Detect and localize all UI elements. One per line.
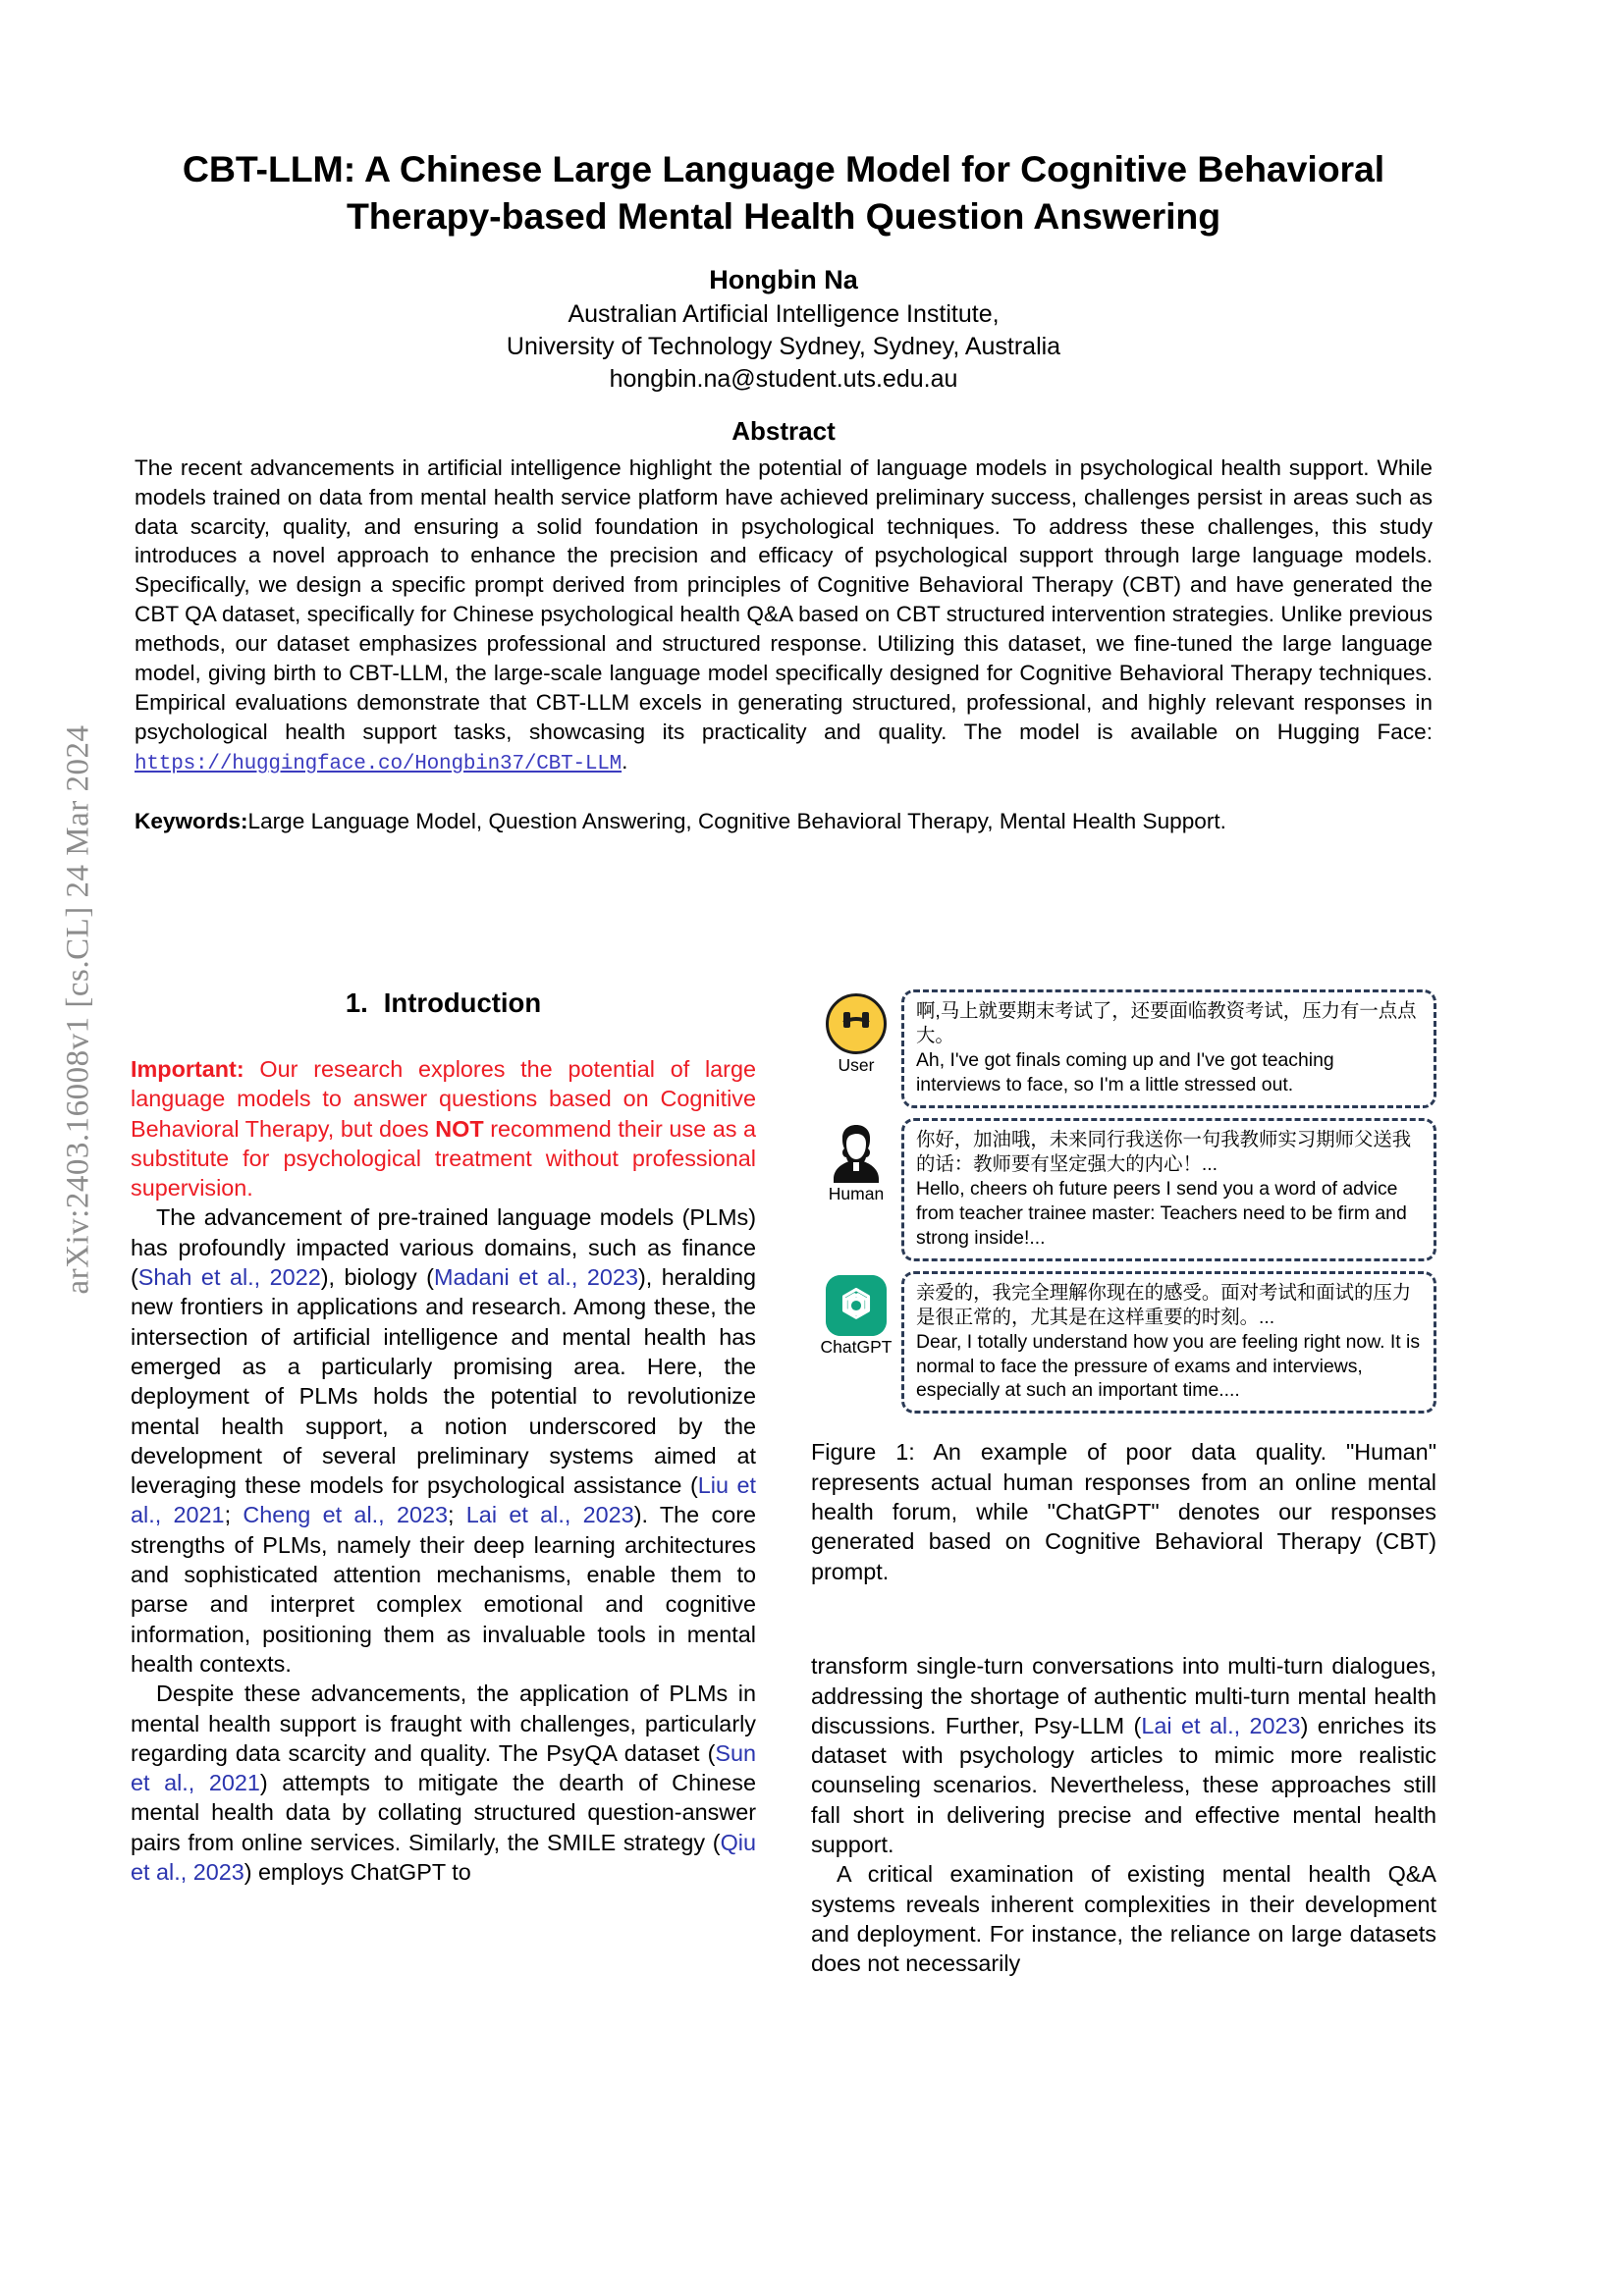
speaker-label: User	[838, 1055, 875, 1075]
right-column	[811, 988, 1436, 1979]
bubble-text-chinese: 亲爱的，我完全理解你现在的感受。面对考试和面试的压力是很正常的，尤其是在这样重要的时刻。...	[916, 1281, 1412, 1328]
text-segment: ). The core strengths of PLMs, namely their deep learning architectures and sophisticated attention mechanisms, enable them to parse and interpret complex emotional and cognitive information, positioning them as invaluable tools in mental health contexts.	[131, 1502, 756, 1677]
abstract-heading: Abstract	[731, 415, 836, 446]
citation-link[interactable]: Sun et al., 2021	[131, 1739, 756, 1796]
author-affiliation-line-2: University of Technology Sydney, Sydney, Australia	[506, 333, 1061, 361]
abstract-tail: .	[622, 748, 628, 774]
text-segment: A critical examination of existing mental health Q&A systems reveals inherent complexities in their development and deployment. For instance, the reliance on large datasets does not necessarily	[811, 1861, 1436, 1977]
left-column	[131, 988, 756, 1979]
speech-bubble-chatgpt	[901, 1271, 1436, 1415]
citation-link[interactable]: Lai et al., 2023	[465, 1502, 634, 1528]
speech-bubble-user	[901, 989, 1436, 1108]
huggingface-link[interactable]: https://huggingface.co/Hongbin37/CBT-LLM	[135, 752, 623, 775]
bubble-text-chinese: 你好，加油哦，未来同行我送你一句我教师实习期师父送我的话：教师要有坚定强大的内心！...	[916, 1128, 1412, 1176]
text-segment: ) enriches its dataset with psychology articles to mimic more realistic counseling scenarios. Nevertheless, these approaches still fall short in delivering precise and effective mental health support.	[811, 1712, 1436, 1858]
text-segment: ) attempts to mitigate the dearth of Chinese mental health data by collating structured question-answer pairs from online services. Similarly, the SMILE strategy (	[131, 1770, 756, 1855]
bubble-text-chinese: 啊,马上就要期末考试了，还要面临教资考试，压力有一点点大。	[916, 1000, 1417, 1047]
speaker-label: ChatGPT	[820, 1336, 893, 1357]
text-segment: ) employs ChatGPT to	[244, 1859, 471, 1886]
page-title: CBT-LLM: A Chinese Large Language Model for Cognitive Behavioral Therapy-based Mental Health Question Answering	[182, 148, 1385, 237]
citation-link[interactable]: Shah et al., 2022	[137, 1264, 321, 1291]
important-text-1: Our research explores the potential of large language models to answer questions based on Cognitive Behavioral Therapy, but does	[131, 1056, 756, 1142]
citation-link[interactable]: Lai et al., 2023	[1141, 1712, 1301, 1738]
keywords-label: Keywords:	[135, 808, 248, 833]
figure-caption: Figure 1: An example of poor data quality. "Human" represents actual human responses from an online mental health forum, while "ChatGPT" denotes our responses generated based on Cognitive Behavioral Therapy (CBT) prompt.	[811, 1439, 1436, 1584]
text-segment: ;	[224, 1502, 244, 1528]
section-title: Introduction	[383, 988, 542, 1018]
speaker-label: Human	[828, 1183, 885, 1203]
dialogue-row-chatgpt	[811, 1271, 1436, 1415]
dialogue-row-user	[811, 989, 1436, 1108]
figure-1	[811, 988, 1436, 1586]
important-notice	[131, 1054, 756, 1202]
important-label: Important:	[131, 1056, 244, 1082]
citation-link[interactable]: Qiu et al., 2023	[131, 1829, 756, 1886]
right-paragraph-2	[811, 1859, 1436, 1978]
bubble-text-english: Ah, I've got finals coming up and I've got teaching interviews to face, so I'm a little stressed out.	[916, 1049, 1334, 1096]
citation-link[interactable]: Liu et al., 2021	[131, 1472, 756, 1528]
left-paragraph-1	[131, 1202, 756, 1679]
avatar-chatgpt	[811, 1271, 901, 1357]
author-name: Hongbin Na	[709, 265, 858, 294]
sad-face-icon	[826, 993, 887, 1054]
text-segment: Despite these advancements, the application of PLMs in mental health support is fraught with challenges, particularly regarding data scarcity and quality. The PsyQA dataset (	[131, 1681, 756, 1766]
two-column-body	[131, 988, 1436, 1979]
keywords-value: Large Language Model, Question Answering, Cognitive Behavioral Therapy, Mental Health Support.	[247, 808, 1226, 833]
text-segment: The advancement of pre-trained language models (PLMs) has profoundly impacted various domains, such as finance (	[131, 1204, 756, 1291]
left-paragraph-2	[131, 1679, 756, 1887]
author-email: hongbin.na@student.uts.edu.au	[609, 365, 958, 394]
section-number: 1.	[345, 988, 368, 1018]
abstract-text	[135, 454, 1433, 778]
dialogue-row-human	[811, 1118, 1436, 1261]
avatar-human	[811, 1118, 901, 1203]
author-affiliation-line-1: Australian Artificial Intelligence Institute,	[568, 299, 1000, 328]
paper-page	[131, 0, 1436, 2296]
bubble-text-english: Dear, I totally understand how you are feeling right now. It is normal to face the pressure of exams and interviews, especially at such an important time....	[916, 1330, 1421, 1402]
section-heading-introduction	[131, 988, 756, 1019]
keywords	[135, 807, 1433, 836]
arxiv-stamp: arXiv:2403.16008v1 [cs.CL] 24 Mar 2024	[60, 724, 96, 1295]
avatar-user	[811, 989, 901, 1075]
right-paragraph-1	[811, 1651, 1436, 1859]
figure-spacer	[811, 1586, 1436, 1651]
citation-link[interactable]: Cheng et al., 2023	[243, 1502, 448, 1528]
author-block	[131, 263, 1436, 397]
text-segment: ), biology (	[320, 1264, 434, 1291]
text-segment: transform single-turn conversations into multi-turn dialogues, addressing the shortage of authentic multi-turn mental health discussions. Further, Psy-LLM (	[811, 1653, 1436, 1738]
text-segment: ), heralding new frontiers in applications and research. Among these, the intersection of artificial intelligence and mental health has emerged as a particularly promising area. Here, the deployment of PLMs holds the potential to revolutionize mental health support, a notion underscored by the development of several preliminary systems aimed at leveraging these models for psychological assistance (	[131, 1264, 756, 1499]
human-silhouette-icon	[825, 1122, 888, 1183]
important-text-2: recommend their use as a substitute for psychological treatment without professional supervision.	[131, 1115, 757, 1201]
chatgpt-logo-icon	[826, 1275, 887, 1336]
bubble-text-english: Hello, cheers oh future peers I send you a word of advice from teacher trainee master: Teachers need to be firm and strong inside!...	[916, 1178, 1407, 1249]
frown-mouth	[839, 1017, 874, 1041]
abstract-body: The recent advancements in artificial intelligence highlight the potential of language models in psychological health support. While models trained on data from mental health service platform have achieved preliminary success, challenges persist in areas such as data scarcity, quality, and ensuring a solid foundation in psychological techniques. To address these challenges, this study introduces a novel approach to enhance the precision and efficacy of psychological support through large language models. Specifically, we design a specific prompt derived from principles of Cognitive Behavioral Therapy (CBT) and have generated the CBT QA dataset, specifically for Chinese psychological health Q&A based on CBT structured intervention strategies. Unlike previous methods, our dataset emphasizes professional and structured response. Utilizing this dataset, we fine-tuned the large language model, giving birth to CBT-LLM, the large-scale language model specifically designed for Cognitive Behavioral Therapy techniques. Empirical evaluations demonstrate that CBT-LLM excels in generating structured, professional, and highly relevant responses in psychological health support tasks, showcasing its practicality and quality. The model is available on Hugging Face:	[135, 454, 1433, 744]
citation-link[interactable]: Madani et al., 2023	[433, 1264, 638, 1291]
text-segment: ;	[447, 1502, 466, 1528]
important-emphasis: NOT	[435, 1115, 484, 1142]
speech-bubble-human	[901, 1118, 1436, 1261]
